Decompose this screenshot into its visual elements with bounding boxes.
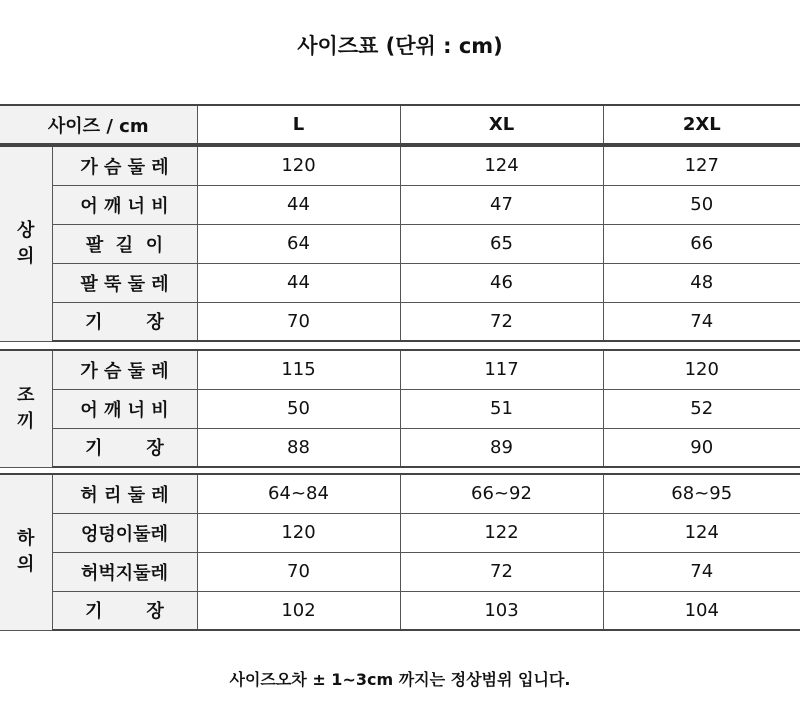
cell-value: 51: [400, 389, 603, 428]
size-table-header: [0, 104, 800, 145]
cell-value: 72: [400, 302, 603, 341]
table-row: [0, 146, 800, 185]
cell-value: 90: [603, 428, 800, 467]
cell-value: 50: [603, 185, 800, 224]
cell-value: 120: [603, 350, 800, 389]
page-title: 사이즈표 (단위 : cm): [297, 34, 503, 58]
table-row: [0, 474, 800, 513]
cell-value: 89: [400, 428, 603, 467]
row-label: 가 슴 둘 레: [52, 350, 197, 389]
cell-value: 120: [197, 146, 400, 185]
cell-value: 120: [197, 513, 400, 552]
cell-value: 104: [603, 591, 800, 630]
cell-value: 103: [400, 591, 603, 630]
table-row: [0, 552, 800, 591]
table-row: [0, 302, 800, 341]
row-label: 가 슴 둘 레: [52, 146, 197, 185]
cell-value: 52: [603, 389, 800, 428]
table-row: [0, 350, 800, 389]
cell-value: 102: [197, 591, 400, 630]
header-row: [0, 105, 800, 144]
group-label: 하 의: [0, 474, 52, 630]
cell-value: 70: [197, 552, 400, 591]
cell-value: 48: [603, 263, 800, 302]
table-row: [0, 389, 800, 428]
cell-value: 88: [197, 428, 400, 467]
row-label: 기 장: [52, 428, 197, 467]
cell-value: 64: [197, 224, 400, 263]
cell-value: 74: [603, 552, 800, 591]
cell-value: 65: [400, 224, 603, 263]
group-table-vest: [0, 349, 800, 468]
size-header-l: L: [197, 105, 400, 144]
group-table-top: [0, 145, 800, 342]
cell-value: 124: [603, 513, 800, 552]
cell-value: 70: [197, 302, 400, 341]
group-table-bottom: [0, 473, 800, 631]
row-label: 팔 길 이: [52, 224, 197, 263]
cell-value: 127: [603, 146, 800, 185]
cell-value: 66: [603, 224, 800, 263]
row-label: 엉덩이둘레: [52, 513, 197, 552]
row-label: 허 리 둘 레: [52, 474, 197, 513]
cell-value: 66~92: [400, 474, 603, 513]
cell-value: 72: [400, 552, 603, 591]
table-row: [0, 513, 800, 552]
table-row: [0, 263, 800, 302]
table-row: [0, 428, 800, 467]
cell-value: 64~84: [197, 474, 400, 513]
cell-value: 117: [400, 350, 603, 389]
cell-value: 44: [197, 185, 400, 224]
row-label: 어 깨 너 비: [52, 185, 197, 224]
row-label: 팔 뚝 둘 레: [52, 263, 197, 302]
cell-value: 74: [603, 302, 800, 341]
group-label: 조 끼: [0, 350, 52, 467]
header-label: 사이즈 / cm: [0, 105, 197, 144]
group-label: 상 의: [0, 146, 52, 341]
table-row: [0, 224, 800, 263]
cell-value: 122: [400, 513, 603, 552]
table-row: [0, 591, 800, 630]
cell-value: 47: [400, 185, 603, 224]
size-header-xl: XL: [400, 105, 603, 144]
row-label: 기 장: [52, 591, 197, 630]
row-label: 허벅지둘레: [52, 552, 197, 591]
cell-value: 44: [197, 263, 400, 302]
row-label: 어 깨 너 비: [52, 389, 197, 428]
cell-value: 124: [400, 146, 603, 185]
table-row: [0, 185, 800, 224]
size-header-2xl: 2XL: [603, 105, 800, 144]
cell-value: 68~95: [603, 474, 800, 513]
row-label: 기 장: [52, 302, 197, 341]
cell-value: 50: [197, 389, 400, 428]
cell-value: 46: [400, 263, 603, 302]
tolerance-note: 사이즈오차 ± 1~3cm 까지는 정상범위 입니다.: [229, 670, 571, 689]
cell-value: 115: [197, 350, 400, 389]
